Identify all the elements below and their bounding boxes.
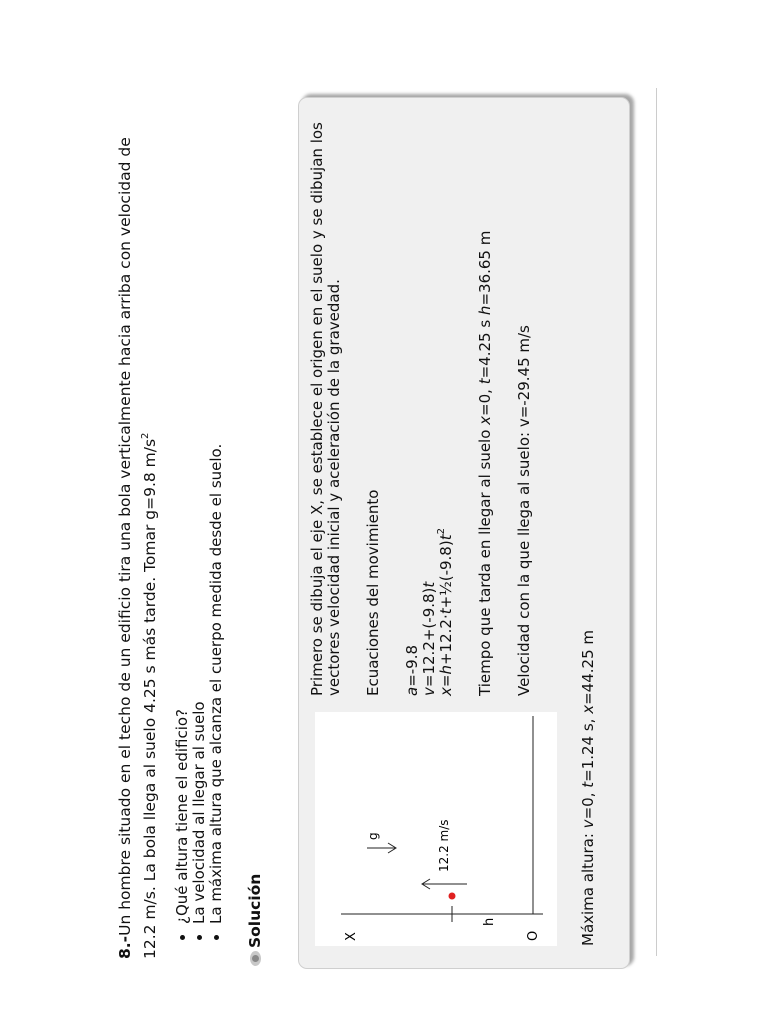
problem-text: Un hombre situado en el techo de un edificio tira una bola verticalmente hacia arriba con velocidad de 12.2 m/s. La bola llega al suelo 4.25 s más tarde. Tomar g=9.8 m/s (116, 137, 159, 959)
equations-block (404, 111, 455, 696)
divider (656, 88, 657, 956)
equation-position: $x=h+12.2\cdot t+\frac{1}{2}(-9.8)t^2$ (436, 528, 455, 696)
problem-exponent: 2 (139, 432, 151, 439)
question-item: • La máxima altura que alcanza el cuerpo medida desde el suelo. (208, 444, 225, 924)
gravity-label: g (366, 832, 380, 840)
ball (449, 893, 456, 900)
motion-diagram (315, 712, 557, 946)
equation-velocity: v=12.2+(-9.8)t (420, 581, 438, 696)
eye-icon (250, 951, 261, 966)
solution-toggle[interactable] (246, 874, 264, 966)
problem-statement (113, 99, 163, 959)
solution-box (298, 97, 630, 969)
equation-acceleration: a=-9.8 (403, 644, 421, 696)
max-height-result: Máxima altura: v=0, t=1.24 s, x=44.25 m (579, 630, 597, 946)
question-list (174, 444, 225, 954)
velocity-result: Velocidad con la que llega al suelo: v=-29.45 m/s (515, 325, 533, 696)
solution-heading: Solución (246, 873, 264, 948)
solution-text (309, 111, 533, 696)
height-label: h (482, 917, 497, 926)
origin-label: O (526, 930, 541, 941)
question-item: • ¿Qué altura tiene el edificio? (174, 444, 191, 924)
equations-heading: Ecuaciones del movimiento (364, 489, 382, 696)
x-axis-label: X (344, 932, 359, 941)
problem-number: 8.- (116, 935, 134, 959)
velocity-label: 12.2 m/s (437, 819, 451, 872)
question-item: • La velocidad al llegar al suelo (191, 444, 208, 924)
time-result: Tiempo que tarda en llegar al suelo x=0, t=4.25 s h=36.65 m (476, 230, 494, 696)
solution-intro: Primero se dibuja el eje X, se establece el origen en el suelo y se dibujan los vectores velocidad inicial y aceleración de la gravedad. (308, 122, 343, 696)
